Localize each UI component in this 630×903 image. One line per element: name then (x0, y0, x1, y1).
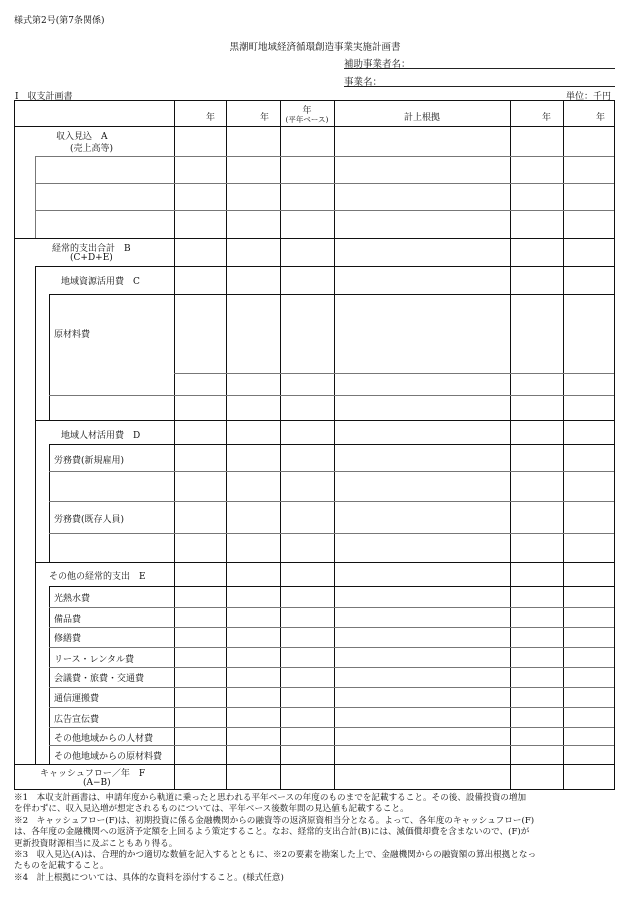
applicant-name-line (344, 68, 615, 69)
header-basis: 計上根拠 (403, 113, 440, 123)
row-line (49, 395, 614, 396)
header-year-2: 年 (260, 113, 270, 123)
row-line (35, 156, 614, 157)
row-raw-material-label: 原材料費 (54, 330, 91, 340)
row-line (35, 562, 614, 563)
row-line (49, 533, 614, 534)
header-year-5: 年 (596, 113, 606, 123)
footnotes (14, 793, 618, 884)
row-communication: 通信運搬費 (54, 694, 100, 704)
section-title: Ⅰ 収支計画書 (15, 92, 73, 102)
document-title: 黒潮町地域経済循環創造事業実施計画書 (229, 42, 401, 53)
row-line (174, 373, 614, 374)
row-line (49, 607, 614, 608)
col-line (226, 101, 227, 789)
col-line (563, 101, 564, 789)
note-line: たものを記載すること。 (14, 861, 109, 872)
row-meeting-travel: 会議費・旅費・交通費 (54, 674, 145, 684)
row-expense-total-sub: (C+D+E) (70, 253, 113, 263)
row-line (49, 745, 614, 746)
row-repair: 修繕費 (54, 634, 82, 644)
form-number: 様式第2号(第7条関係) (14, 16, 105, 26)
row-advertising: 広告宣伝費 (54, 715, 100, 725)
indent-line-d (49, 444, 50, 562)
row-equipment: 備品費 (54, 615, 82, 625)
row-local-resource-label: 地域資源活用費 C (61, 277, 140, 287)
row-expense-total-label: 経常的支出合計 B (52, 244, 131, 254)
indent-line (35, 156, 36, 238)
row-line (35, 266, 614, 267)
col-line (510, 101, 511, 789)
indent-line-e (49, 586, 50, 764)
row-line (49, 687, 614, 688)
note-line: ※1 本収支計画書は、申請年度から軌道に乗ったと思われる平年ベースの年度のものまでを記載すること。その後、設備投資の増加 (14, 793, 527, 803)
row-line (49, 707, 614, 708)
row-utilities: 光熱水費 (54, 594, 91, 604)
row-income-label: 収入見込 A (56, 132, 108, 142)
note-line: ※2 キャッシュフロー(F)は、初期投資に係る金融機関からの融資等の返済原資相当分となる。よって、各年度のキャッシュフロー(F) (14, 815, 535, 826)
col-line (334, 101, 335, 789)
row-other-expense-label: その他の経常的支出 E (49, 572, 146, 582)
row-line (49, 647, 614, 648)
row-line (49, 727, 614, 728)
business-name-line (344, 86, 615, 87)
row-other-material: その他地域からの原材料費 (54, 752, 163, 762)
header-divider (15, 126, 614, 127)
row-cashflow-label: キャッシュフロー／年 F (40, 769, 146, 779)
row-line (35, 183, 614, 184)
row-line (49, 501, 614, 502)
header-year-4: 年 (542, 113, 552, 123)
unit-label: 単位：千円 (566, 92, 612, 102)
row-line (49, 444, 614, 445)
row-line (49, 667, 614, 668)
header-year-1: 年 (206, 113, 216, 123)
header-year-3: 年 (302, 106, 312, 116)
row-income-sub: (売上高等) (70, 144, 114, 154)
business-name-field[interactable] (344, 74, 382, 88)
expense-block-divider (15, 764, 614, 765)
income-block-divider (15, 238, 614, 239)
applicant-name-label: 補助事業者名： (344, 59, 411, 70)
row-lease: リース・レンタル費 (54, 655, 134, 665)
note-line: ※3 収入見込(A)は、合理的かつ適切な数値を記入するとともに、※2の要素を勘案した上で、金融機関からの融資額の算出根拠となっ (14, 850, 537, 861)
indent-line-b (35, 266, 36, 764)
income-expense-table (14, 100, 615, 790)
note-line: を伴わずに、収入見込増が想定されるものについては、平年ベース後数年間の見込値も記載すること。 (14, 804, 409, 815)
note-line: ※4 計上根拠については、具体的な資料を添付すること。(様式任意) (14, 872, 284, 883)
row-line (49, 471, 614, 472)
header-year-3-note: (平年ベース) (285, 115, 329, 124)
row-labor-new-label: 労務費(新規雇用) (54, 456, 125, 466)
applicant-name-field[interactable] (344, 56, 411, 70)
row-labor-existing-label: 労務費(既存人員) (54, 515, 125, 525)
row-line (49, 627, 614, 628)
row-line (35, 420, 614, 421)
business-name-label: 事業名： (344, 77, 383, 88)
row-line (35, 210, 614, 211)
row-other-personnel: その他地域からの人材費 (54, 734, 154, 744)
row-line (49, 586, 614, 587)
row-local-personnel-label: 地域人材活用費 D (61, 431, 141, 441)
row-line (49, 294, 614, 295)
col-line (174, 101, 175, 789)
indent-line-c (49, 294, 50, 420)
note-line: は、各年度の金融機関への返済予定額を上回るよう策定すること。なお、経常的支出合計(B)には、減価償却費を含まないので、(F)が (14, 827, 530, 838)
col-line (280, 101, 281, 789)
row-cashflow-sub: (A−B) (83, 778, 111, 788)
note-line: 更新投資財源相当に及ぶこともあり得る。 (14, 838, 178, 849)
